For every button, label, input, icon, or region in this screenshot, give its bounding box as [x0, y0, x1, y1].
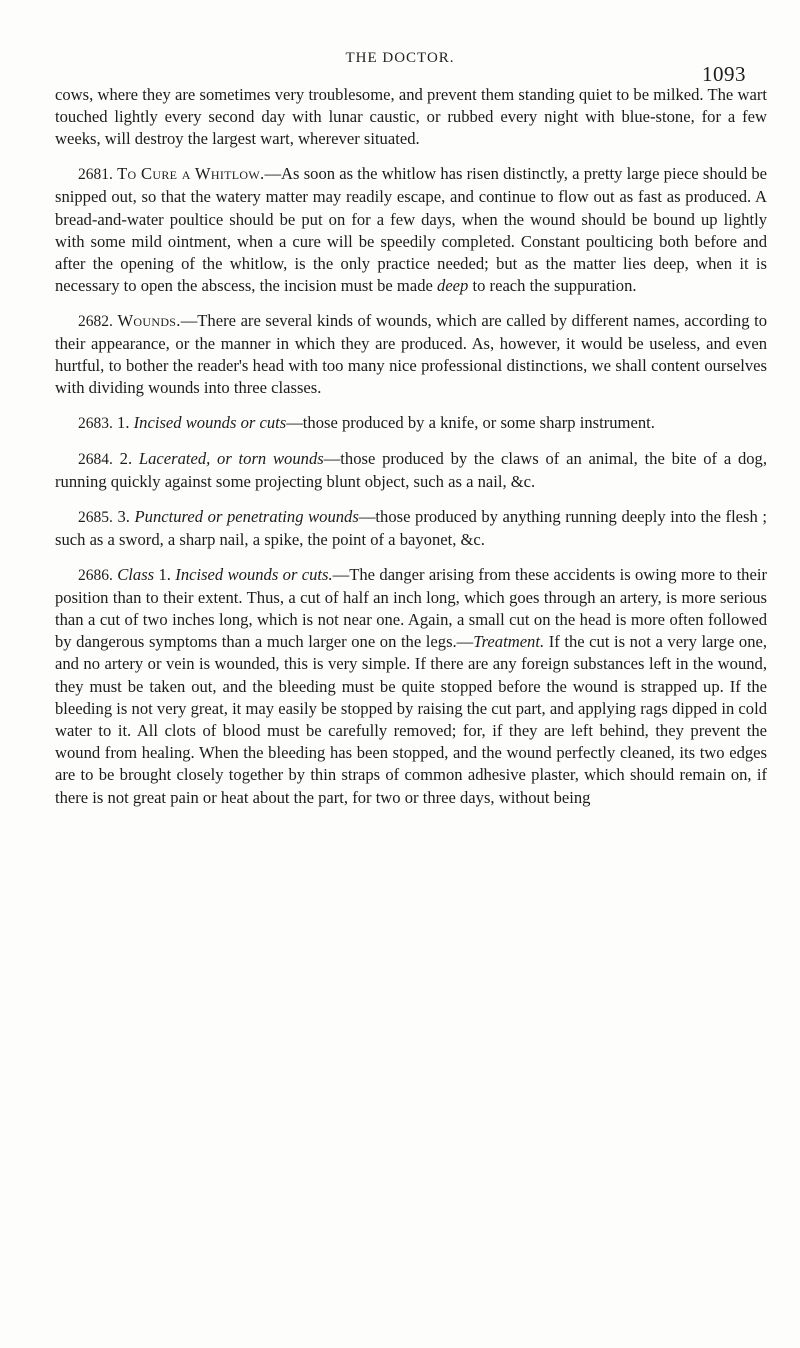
- paragraph-2685: [55, 506, 767, 551]
- list-label: 2.: [119, 448, 133, 468]
- italic-class-label: Class: [117, 564, 155, 584]
- paragraph-number: 2684.: [78, 450, 113, 468]
- italic-text: deep: [437, 276, 469, 296]
- italic-term: Incised wounds or cuts: [133, 413, 287, 433]
- italic-term: Incised wounds or cuts.: [175, 564, 333, 584]
- paragraph-number: 2685.: [78, 508, 113, 526]
- body-text: [55, 84, 767, 821]
- paragraph-text-end: to reach the suppuration.: [468, 276, 637, 296]
- paragraph-text: —those produced by the claws of an animal, the bite of a dog, running quickly against some projecting blunt object, such as a nail, &c.: [55, 448, 767, 492]
- paragraph-text: —The danger arising from these accidents is owing more to their position than to their extent. Thus, a cut of half an inch long, which goes through an artery, is more serious than a cut of two inches long, which is not near one. Again, a small cut on the head is more often followed by dangerous symptoms than a much larger one on the legs.—: [55, 564, 767, 652]
- paragraph-text: —those produced by a knife, or some sharp instrument.: [286, 413, 655, 433]
- paragraph-text: —those produced by anything running deeply into the flesh ; such as a sword, a sharp nail, a spike, the point of a bayonet, &c.: [55, 506, 768, 549]
- paragraph-number: 2683.: [78, 415, 113, 433]
- paragraph-number: 2686.: [78, 566, 113, 584]
- paragraph-text-end: If the cut is not a very large one, and no artery or vein is wounded, this is very simple. If there are any foreign substances left in the wound, they must be taken out, and the bleeding must be quite stopped before the wound is strapped up. If the bleeding is not very great, it may easily be stopped by raising the cut part, and applying rags dipped in cold water to it. All clots of blood must be carefully removed; for, if they are left behind, they prevent the wound from healing. When the bleeding has been stopped, and the wound perfectly cleaned, its two edges are to be brought closely together by thin straps of common adhesive plaster, which should remain on, if there is not great pain or heat about the part, for two or three days, without being: [55, 632, 767, 807]
- page-number: 1093: [702, 62, 746, 86]
- section-heading: To Cure a Whitlow.: [117, 164, 265, 184]
- italic-term: Punctured or penetrating wounds: [134, 506, 359, 526]
- list-label: 3.: [117, 506, 130, 526]
- italic-term: Lacerated, or torn wounds: [138, 448, 324, 468]
- paragraph-2682: [55, 310, 767, 400]
- paragraph-2683: [55, 412, 767, 435]
- running-title: THE DOCTOR.: [345, 50, 455, 66]
- paragraph-2686: [55, 564, 767, 809]
- paragraph-2684: [55, 448, 767, 493]
- list-label: 1.: [117, 413, 130, 433]
- paragraph-2681: [55, 163, 767, 297]
- italic-treatment-label: Treatment.: [473, 632, 545, 652]
- paragraph-text: —As soon as the whitlow has risen distinctly, a pretty large piece should be snipped out, so that the watery matter may readily escape, and continue to flow out as fast as produced. A bread-and-water poultice should be put on for a few days, when the wound should be bound up lightly with some mild ointment, when a cure will be speedily completed. Constant poulticing both before and after the opening of the whitlow, is the only practice needed; but as the matter lies deep, when it is necessary to open the abscess, the incision must be made: [55, 164, 767, 296]
- paragraph-text: —There are several kinds of wounds, which are called by different names, according to their appearance, or the manner in which they are produced. As, however, it would be useless, and even hurtful, to bother the reader's head with too many nice professional distinctions, we shall content ourselves with dividing wounds into three classes.: [55, 310, 767, 398]
- list-label: 1.: [154, 564, 171, 584]
- paragraph-text: cows, where they are sometimes very troublesome, and prevent them standing quiet to be milked. The wart touched lightly every second day with lunar caustic, or rubbed every night with blue-stone, for a few weeks, will destroy the largest wart, wherever situated.: [55, 85, 767, 149]
- paragraph-continued: [55, 84, 767, 151]
- section-heading: Wounds.: [117, 310, 181, 330]
- paragraph-number: 2681.: [78, 166, 113, 184]
- paragraph-number: 2682.: [78, 312, 113, 330]
